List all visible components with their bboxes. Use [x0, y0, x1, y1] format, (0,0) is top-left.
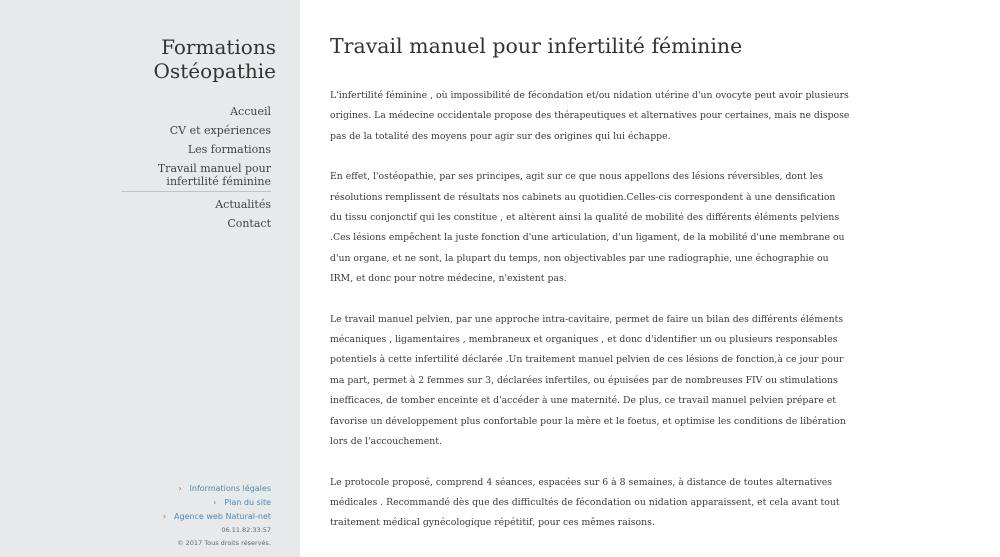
- nav-item-formations[interactable]: Les formations: [187, 143, 271, 156]
- sidebar: [0, 0, 300, 557]
- footer-link-legal[interactable]: [163, 482, 271, 496]
- main-nav: [121, 105, 271, 236]
- chevron-right-icon: ›: [162, 512, 166, 521]
- article-paragraph-2: En effet, l'ostéopathie, par ses principes, agit sur ce que nous appellons des lésions réversibles, dont les résolutions remplissent de résultats nos cabinets au quotidien.Celles-cis correspondent à une densification du tissu conjonctif qui les constitue , et altèrent ainsi la qualité de mobilité des différents éléments pelviens .Ces lésions empêchent la juste fonction d'une articulation, d'un ligament, de la mobilité d'une membrane ou d'un organe, et ne sont, la plupart du temps, non objectivables par une radiographie, une échographie ou IRM, et donc pour notre médecine, n'existent pas.: [330, 171, 845, 285]
- footer-link-label: Agence web Natural-net: [173, 512, 271, 521]
- nav-item-contact[interactable]: Contact: [227, 217, 271, 230]
- footer-link-agency[interactable]: [163, 510, 271, 524]
- nav-item-travail-manuel[interactable]: Travail manuel pour infertilité féminine: [121, 162, 271, 192]
- nav-item-actualites[interactable]: Actualités: [215, 198, 271, 211]
- footer-copyright: © 2017 Tous droits réservés.: [177, 539, 271, 547]
- nav-item-cv[interactable]: CV et expériences: [169, 124, 271, 137]
- sidebar-footer: [163, 482, 271, 550]
- footer-link-label: Informations légales: [189, 484, 271, 493]
- article-paragraph-1: L'infertilité féminine , où impossibilité de fécondation et/ou nidation utérine d'un ovocyte peut avoir plusieurs origines. La médecine occidentale propose des thérapeutiques et alternatives pour certaines, mais ne dispose pas de la totalité des moyens pour agir sur des origines qui lui échappe.: [330, 90, 850, 142]
- page-title: Travail manuel pour infertilité féminine: [330, 34, 743, 58]
- main-content: [330, 32, 850, 554]
- nav-item-accueil[interactable]: Accueil: [230, 105, 271, 118]
- footer-phone: 06.11.82.33.57: [221, 526, 271, 534]
- chevron-right-icon: ›: [178, 484, 182, 493]
- chevron-right-icon: ›: [213, 498, 217, 507]
- footer-link-label: Plan du site: [224, 498, 271, 507]
- footer-link-sitemap[interactable]: [163, 496, 271, 510]
- article-paragraph-4: Le protocole proposé, comprend 4 séances, espacées sur 6 à 8 semaines, à distance de toutes alternatives médicales . Recommandé dès que des difficultés de fécondation ou nidation apparaissent, et cela avant tout traitement médical gynécologique répétitif, pour ces mêmes raisons.: [330, 476, 840, 529]
- site-title[interactable]: Formations Ostéopathie: [153, 35, 276, 83]
- article-paragraph-3: Le travail manuel pelvien, par une approche intra-cavitaire, permet de faire un bilan des différents éléments mécaniques , ligamentaires , membraneux et organiques , et donc d'identifier un ou plusieurs responsables potentiels à cette infertilité déclarée .Un traitement manuel pelvien de ces lésions de fonction,à ce jour pour ma part, permet à 2 femmes sur 3, déclarées infertiles, ou épuisées par de nombreuses FIV ou stimulations inefficaces, de tomber enceinte et d'accéder à une maternité. De plus, ce travail manuel pelvien prépare et favorise un développement plus confortable pour la mère et le foetus, et optimise les conditions de libération lors de l'accouchement.: [330, 313, 846, 448]
